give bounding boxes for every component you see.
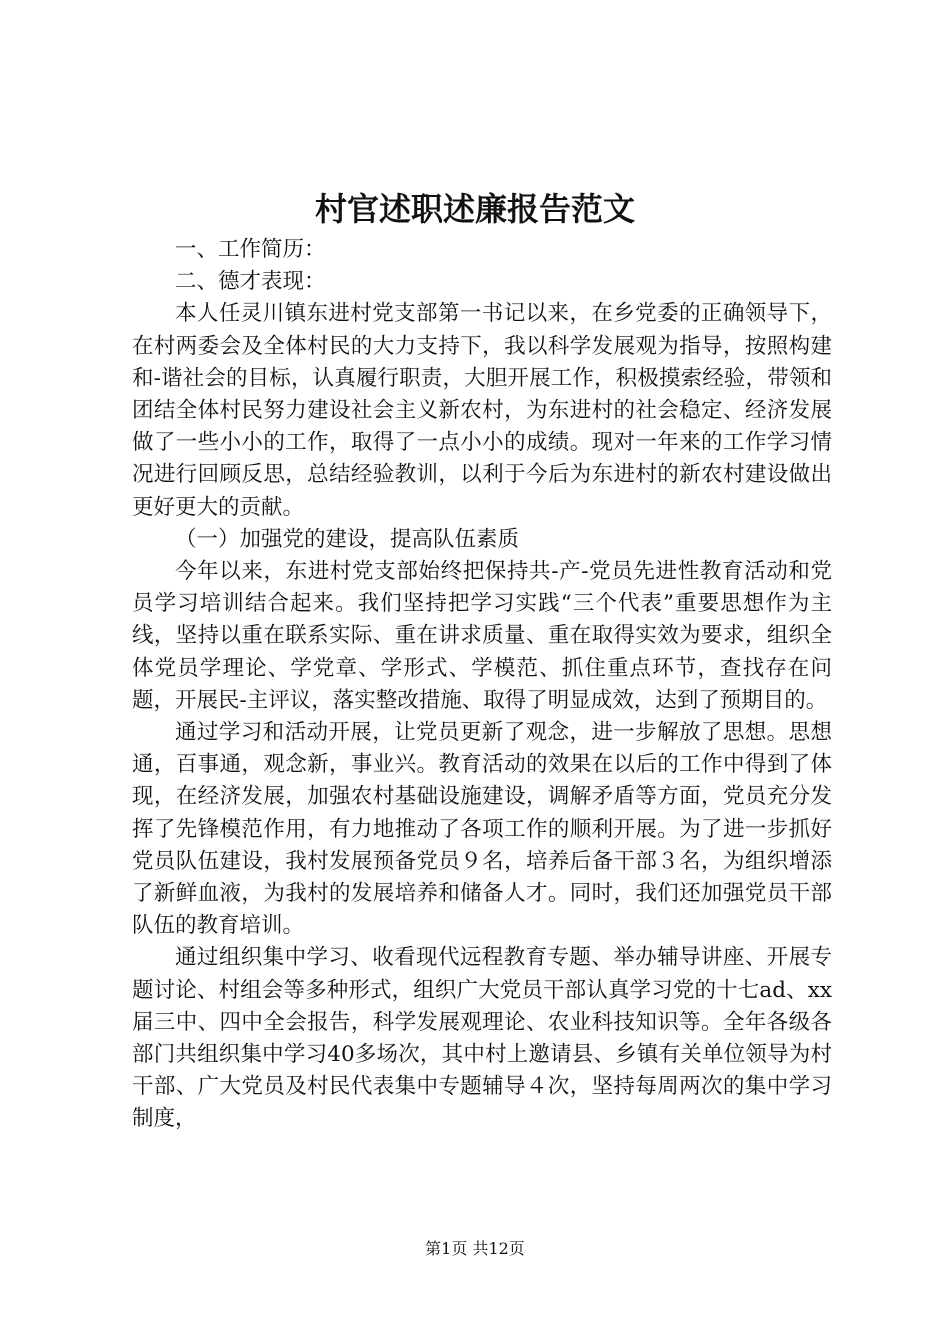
subsection-heading-party-building: （一）加强党的建设，提高队伍素质	[175, 526, 520, 552]
section-heading-work-history: 一、工作简历：	[175, 237, 326, 262]
body-paragraph: 今年以来，东进村党支部始终把保持共-产-党员先进性教育活动和党员学习培训结合起来。我们坚持把学习实践“三个代表”重要思想作为主线，坚持以重在联系实际、重在讲求质量、重在取得实效为要求，组织全体党员学理论、学党章、学形式、学模范、抓住重点环节，查找存在问题，开展民-主评议，落实整改措施、取得了明显成效，达到了预期目的。	[132, 559, 832, 713]
intro-paragraph: 本人任灵川镇东进村党支部第一书记以来，在乡党委的正确领导下，在村两委会及全体村民的大力支持下，我以科学发展观为指导，按照构建和-谐社会的目标，认真履行职责，大胆开展工作，积极摸索经验，带领和团结全体村民努力建设社会主义新农村，为东进村的社会稳定、经济发展做了一些小小的工作，取得了一点小小的成绩。现对一年来的工作学习情况进行回顾反思，总结经验教训，以利于今后为东进村的新农村建设做出更好更大的贡献。	[132, 301, 832, 520]
body-paragraph: 通过组织集中学习、收看现代远程教育专题、举办辅导讲座、开展专题讨论、村组会等多种形式，组织广大党员干部认真学习党的十七ad、xx届三中、四中全会报告，科学发展观理论、农业科技知识等。全年各级各部门共组织集中学习40多场次，其中村上邀请县、乡镇有关单位领导为村干部、广大党员及村民代表集中专题辅导４次，坚持每周两次的集中学习制度，	[132, 945, 832, 1132]
section-heading-performance: 二、德才表现：	[175, 269, 326, 295]
body-paragraph: 通过学习和活动开展，让党员更新了观念，进一步解放了思想。思想通，百事通，观念新，事业兴。教育活动的效果在以后的工作中得到了体现，在经济发展，加强农村基础设施建设，调解矛盾等方面，党员充分发挥了先锋模范作用，有力地推动了各项工作的顺利开展。为了进一步抓好党员队伍建设，我村发展预备党员９名，培养后备干部３名，为组织增添了新鲜血液，为我村的发展培养和储备人才。同时，我们还加强党员干部队伍的教育培训。	[132, 720, 832, 939]
page-title: 村官述职述廉报告范文	[314, 190, 635, 228]
document-body	[132, 234, 832, 1136]
page-number-footer: 第1页 共12页	[425, 1239, 525, 1258]
